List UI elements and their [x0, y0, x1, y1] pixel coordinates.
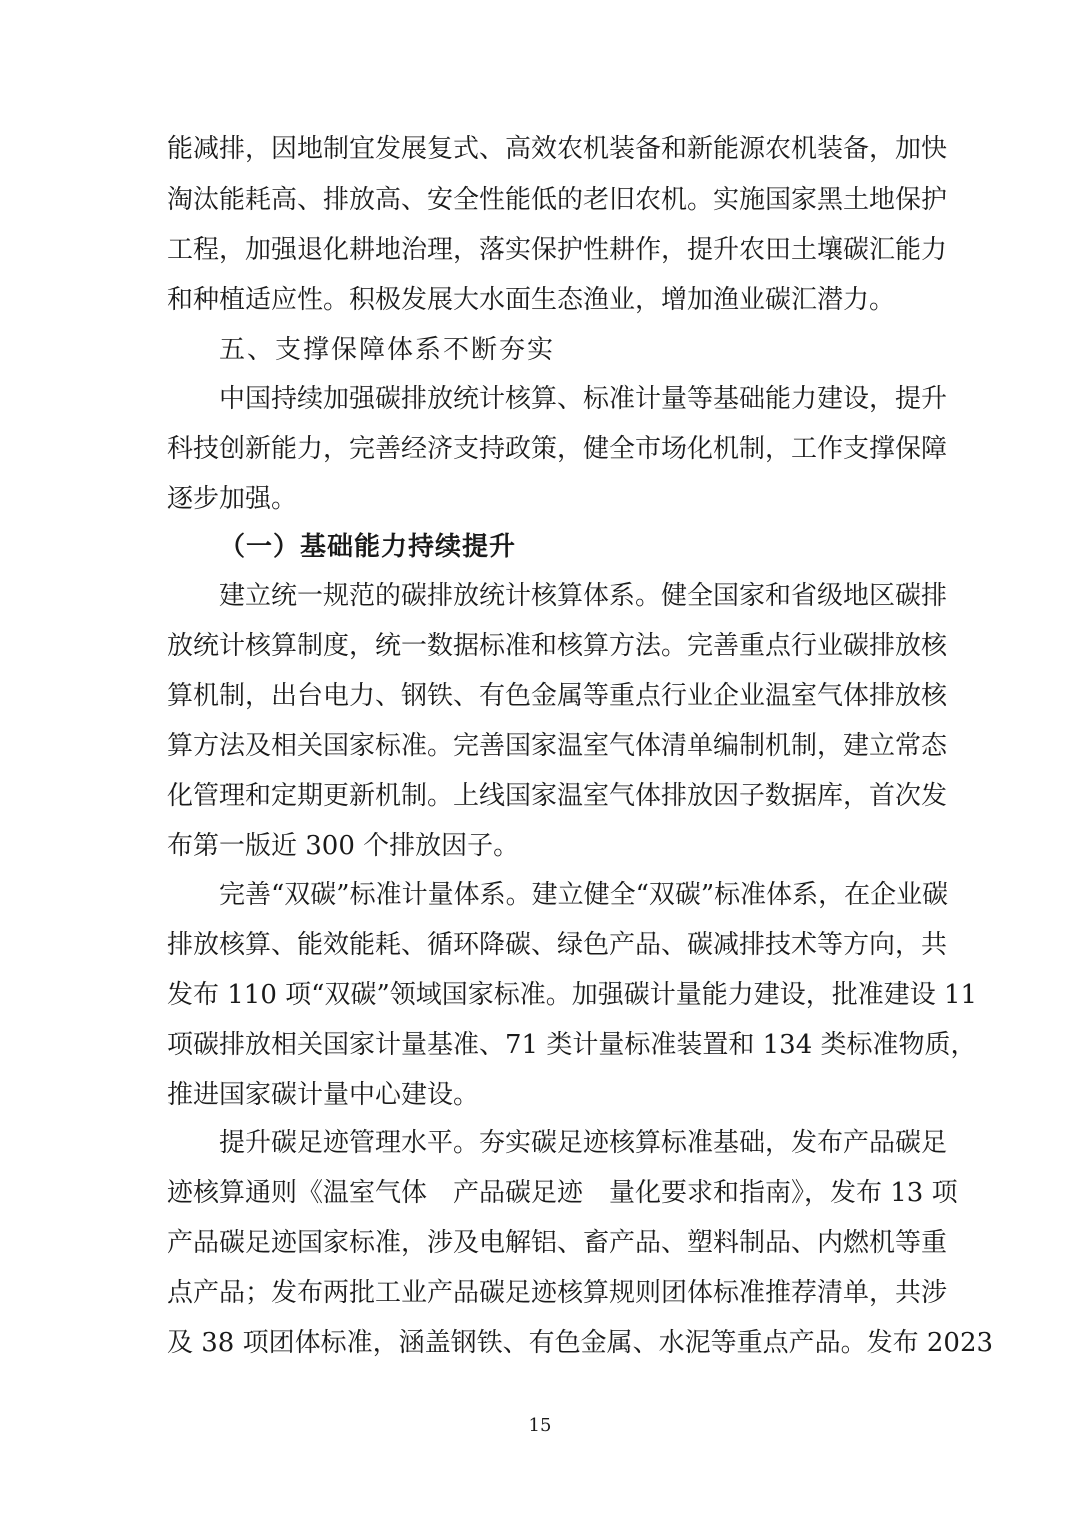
paragraph-line: 和种植适应性。积极发展大水面生态渔业，增加渔业碳汇潜力。: [167, 285, 896, 315]
paragraph-line: 算机制，出台电力、钢铁、有色金属等重点行业企业温室气体排放核: [167, 681, 948, 711]
paragraph-line: 逐步加强。: [167, 484, 298, 514]
paragraph-line: 能减排，因地制宜发展复式、高效农机装备和新能源农机装备，加快: [167, 134, 948, 164]
paragraph-line: 及 38 项团体标准，涵盖钢铁、有色金属、水泥等重点产品。发布 2023: [167, 1328, 994, 1358]
paragraph-line: 化管理和定期更新机制。上线国家温室气体排放因子数据库，首次发: [167, 781, 948, 811]
section-heading: 五、支撑保障体系不断夯实: [219, 335, 556, 365]
paragraph-line: 发布 110 项“双碳”领域国家标准。加强碳计量能力建设，批准建设 11: [167, 980, 978, 1010]
paragraph-line: 完善“双碳”标准计量体系。建立健全“双碳”标准体系，在企业碳: [219, 880, 949, 910]
page-number: 15: [528, 1415, 552, 1436]
paragraph-line: 迹核算通则《温室气体 产品碳足迹 量化要求和指南》，发布 13 项: [167, 1178, 958, 1208]
paragraph-line: 中国持续加强碳排放统计核算、标准计量等基础能力建设，提升: [219, 384, 948, 414]
paragraph-line: 点产品；发布两批工业产品碳足迹核算规则团体标准推荐清单，共涉: [167, 1278, 948, 1308]
subsection-heading: （一）基础能力持续提升: [219, 532, 517, 562]
paragraph-line: 淘汰能耗高、排放高、安全性能低的老旧农机。实施国家黑土地保护: [167, 185, 948, 215]
paragraph-line: 算方法及相关国家标准。完善国家温室气体清单编制机制，建立常态: [167, 731, 948, 761]
paragraph-line: 科技创新能力，完善经济支持政策，健全市场化机制，工作支撑保障: [167, 434, 948, 464]
paragraph-line: 放统计核算制度，统一数据标准和核算方法。完善重点行业碳排放核: [167, 631, 948, 661]
paragraph-line: 项碳排放相关国家计量基准、71 类计量标准装置和 134 类标准物质，: [167, 1030, 977, 1060]
paragraph-line: 工程，加强退化耕地治理，落实保护性耕作，提升农田土壤碳汇能力: [167, 235, 948, 265]
paragraph-line: 排放核算、能效能耗、循环降碳、绿色产品、碳减排技术等方向，共: [167, 930, 948, 960]
paragraph-line: 提升碳足迹管理水平。夯实碳足迹核算标准基础，发布产品碳足: [219, 1128, 948, 1158]
paragraph-line: 推进国家碳计量中心建设。: [167, 1080, 480, 1110]
paragraph-line: 建立统一规范的碳排放统计核算体系。健全国家和省级地区碳排: [219, 581, 948, 611]
paragraph-line: 产品碳足迹国家标准，涉及电解铝、畜产品、塑料制品、内燃机等重: [167, 1228, 948, 1258]
paragraph-line: 布第一版近 300 个排放因子。: [167, 831, 520, 861]
